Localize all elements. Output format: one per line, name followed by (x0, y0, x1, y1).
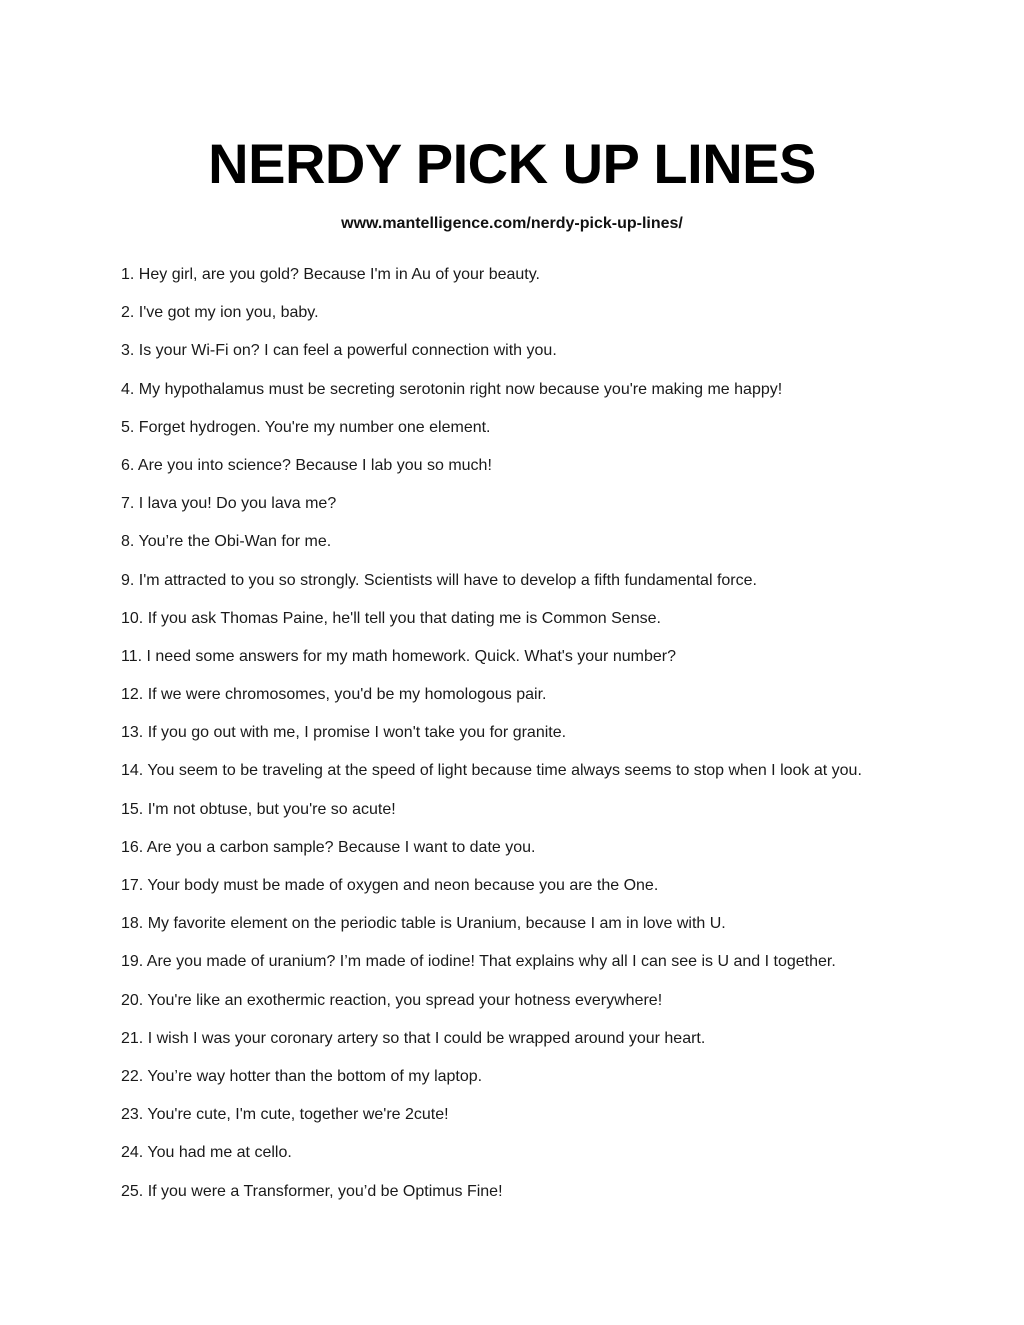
list-item: 25. If you were a Transformer, you’d be Optimus Fine! (121, 1182, 503, 1200)
list-item: 21. I wish I was your coronary artery so that I could be wrapped around your heart. (121, 1029, 706, 1047)
source-url: www.mantelligence.com/nerdy-pick-up-lines/ (341, 215, 683, 232)
list-item: 22. You’re way hotter than the bottom of my laptop. (121, 1067, 483, 1085)
list-item: 24. You had me at cello. (121, 1144, 292, 1162)
list-item: 23. You're cute, I'm cute, together we're 2cute! (121, 1106, 449, 1124)
list-item: 9. I'm attracted to you so strongly. Scientists will have to develop a fifth fundamental force. (121, 571, 757, 589)
list-item: 7. I lava you! Do you lava me? (121, 495, 337, 513)
list-item: 12. If we were chromosomes, you'd be my homologous pair. (121, 686, 547, 704)
list-item: 18. My favorite element on the periodic table is Uranium, because I am in love with U. (121, 915, 726, 933)
list-item: 15. I'm not obtuse, but you're so acute! (121, 800, 396, 818)
list-item: 14. You seem to be traveling at the speed of light because time always seems to stop when I look at you. (121, 762, 862, 780)
list-item: 5. Forget hydrogen. You're my number one element. (121, 418, 491, 436)
list-item: 3. Is your Wi-Fi on? I can feel a powerful connection with you. (121, 342, 557, 360)
list-item: 16. Are you a carbon sample? Because I want to date you. (121, 838, 536, 856)
list-item: 17. Your body must be made of oxygen and neon because you are the One. (121, 877, 659, 894)
list-item: 6. Are you into science? Because I lab you so much! (121, 456, 492, 474)
pick-up-lines-list (121, 264, 1001, 1219)
list-item: 1. Hey girl, are you gold? Because I'm in Au of your beauty. (121, 266, 540, 283)
list-item: 4. My hypothalamus must be secreting serotonin right now because you're making me happy! (121, 380, 783, 398)
list-item: 19. Are you made of uranium? I’m made of iodine! That explains why all I can see is U and I together. (121, 953, 836, 971)
list-item: 11. I need some answers for my math homework. Quick. What's your number? (121, 647, 676, 665)
list-item: 2. I've got my ion you, baby. (121, 304, 319, 322)
list-item: 13. If you go out with me, I promise I won't take you for granite. (121, 724, 567, 742)
list-item: 8. You’re the Obi-Wan for me. (121, 533, 332, 551)
list-item: 20. You're like an exothermic reaction, you spread your hotness everywhere! (121, 991, 663, 1009)
list-item: 10. If you ask Thomas Paine, he'll tell you that dating me is Common Sense. (121, 609, 661, 627)
page-title: NERDY PICK UP LINES (208, 132, 816, 195)
